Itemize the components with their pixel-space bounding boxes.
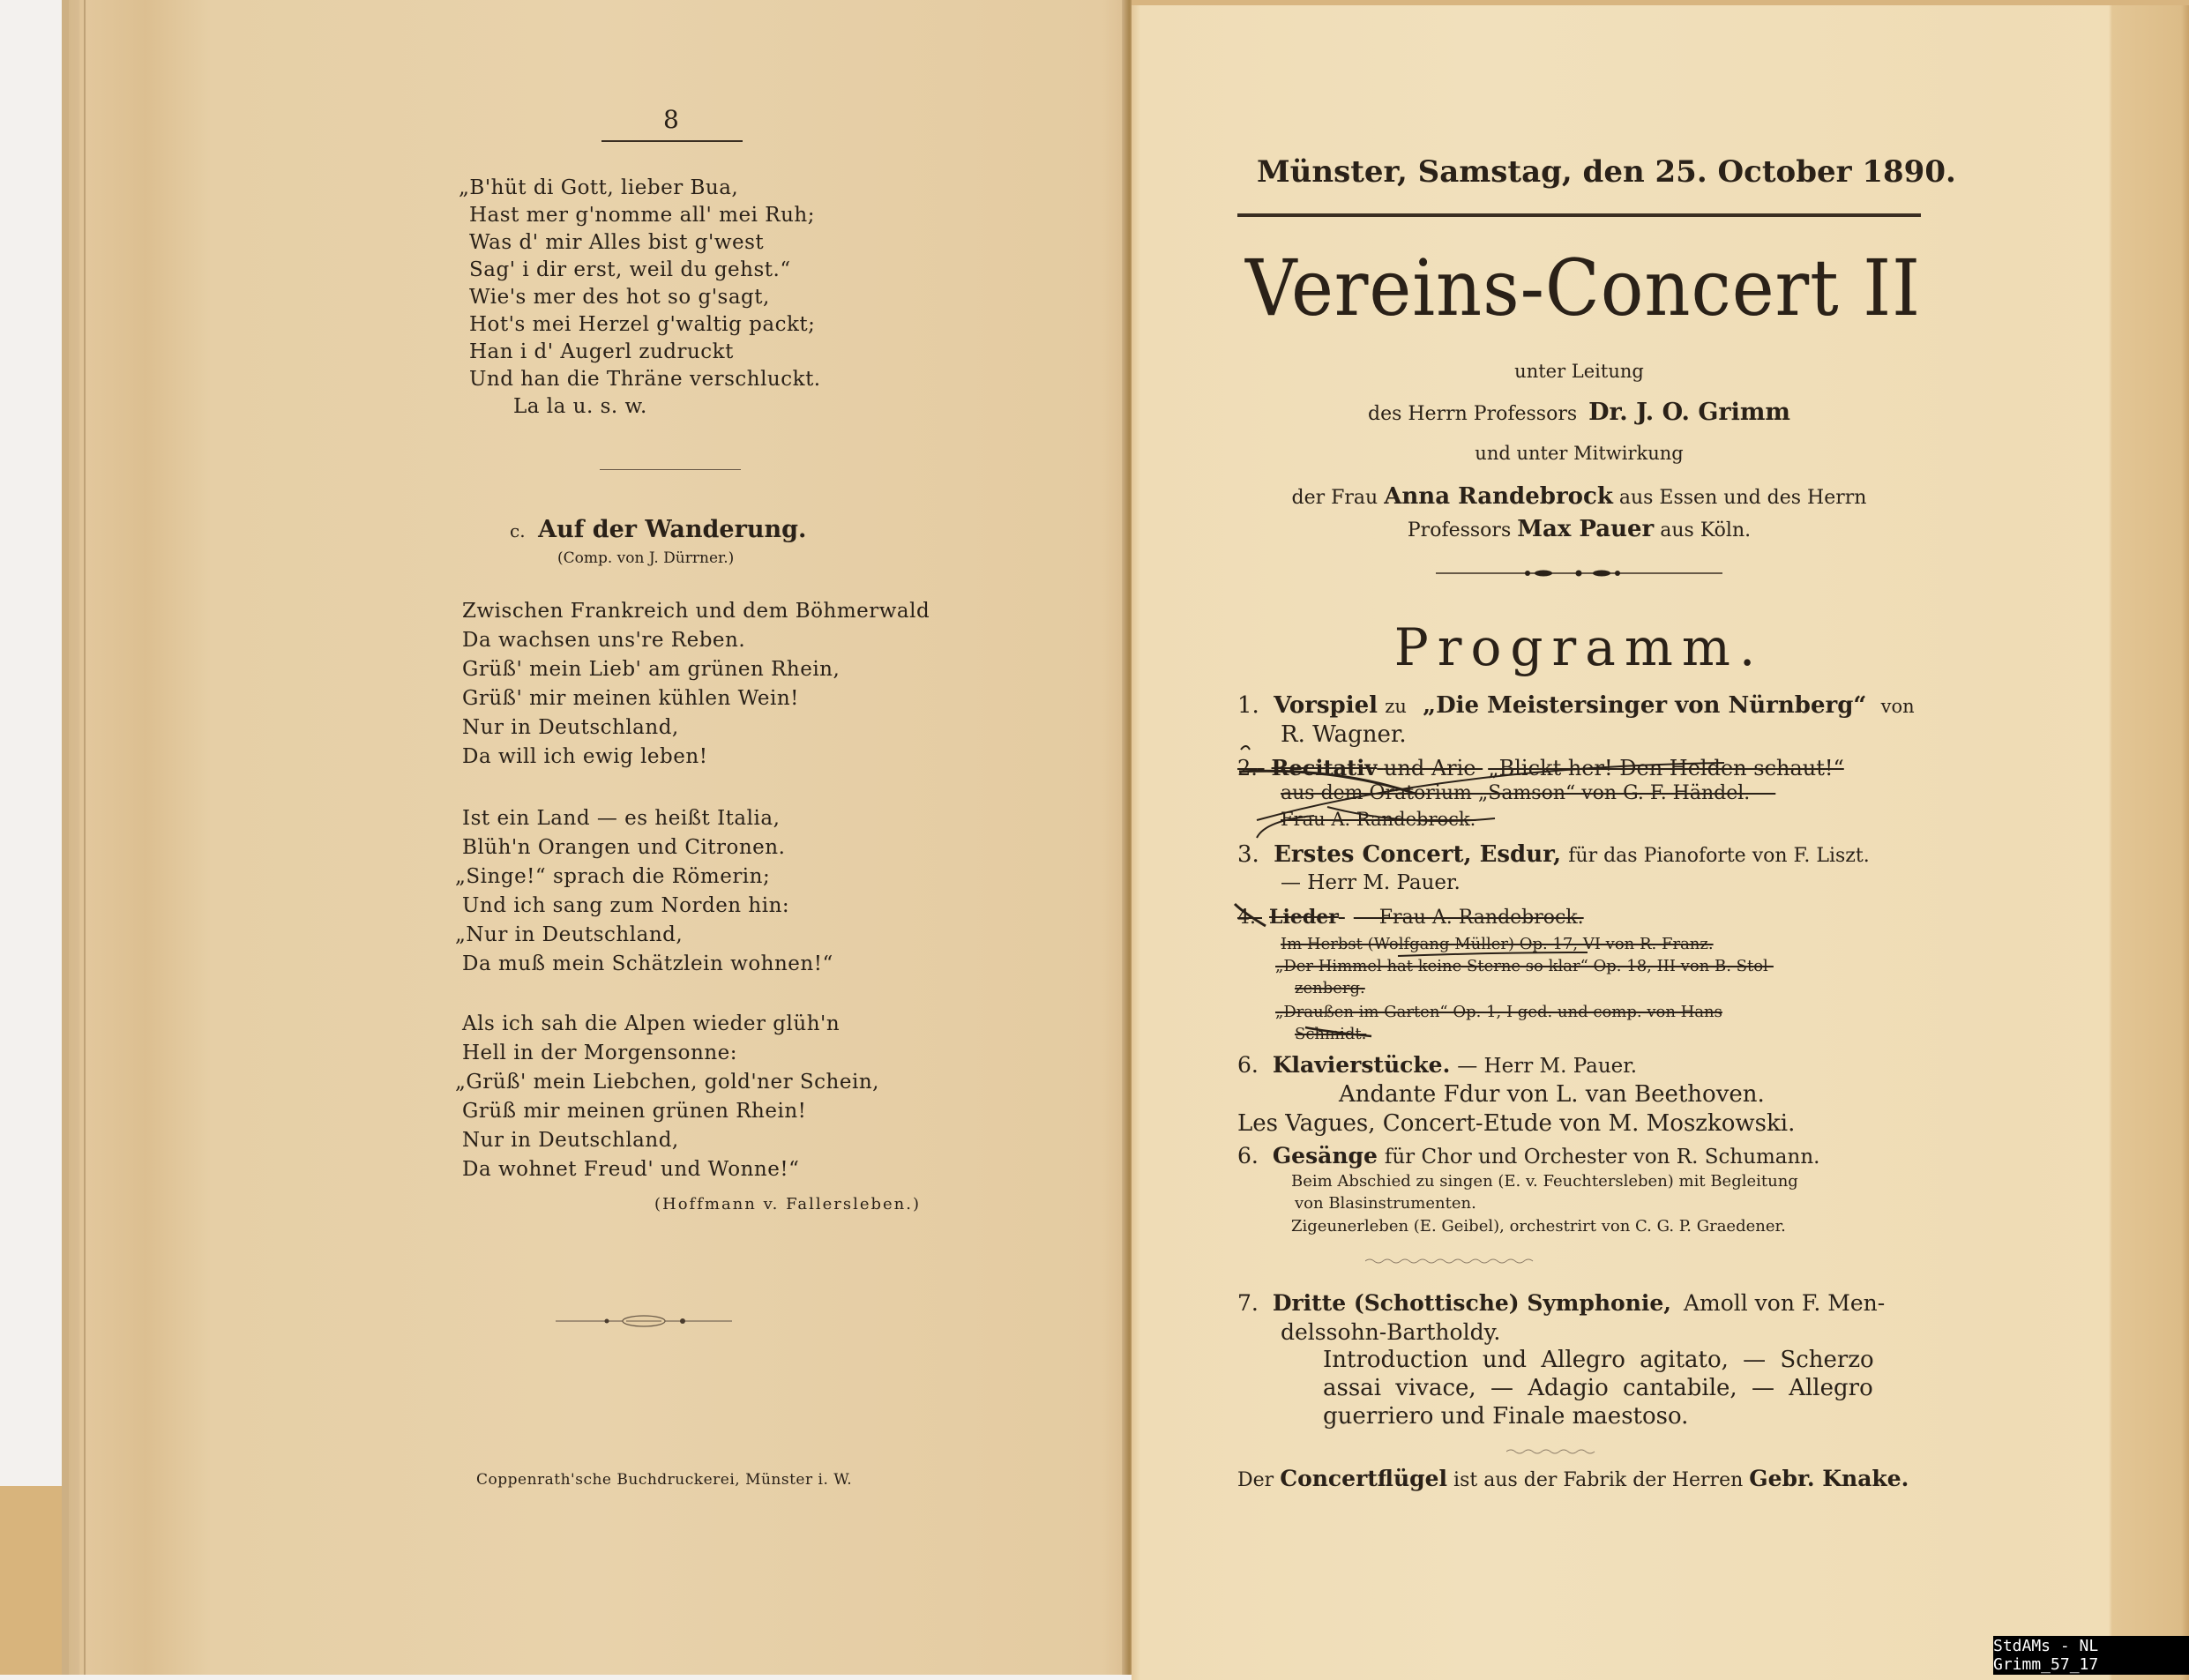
wavy-divider-small: [1506, 1448, 1603, 1455]
poem-line: Da will ich ewig leben!: [462, 745, 708, 768]
item-number: 4.: [1237, 907, 1256, 929]
program-item-3-line-2: — Herr M. Pauer.: [1281, 871, 1461, 894]
dateline-rule: [1237, 213, 1921, 217]
poem-line: Da muß mein Schätzlein wohnen!“: [462, 952, 833, 975]
poem-line: Grüß' mein Lieb' am grünen Rhein,: [462, 658, 840, 681]
page-number-rule: [601, 140, 743, 142]
item-title: Klavierstücke.: [1272, 1052, 1451, 1078]
program-item-5-piece-2: Les Vagues, Concert-Etude von M. Moszkowski.: [1237, 1110, 1796, 1137]
text: — Frau A. Randebrock.: [1353, 907, 1584, 929]
text: Der: [1237, 1469, 1274, 1491]
poem-stanza-2: [455, 807, 833, 982]
poem-line: Hot's mei Herzel g'waltig packt;: [469, 313, 816, 336]
poem-line: „B'hüt di Gott, lieber Bua,: [459, 176, 739, 199]
poem-line: Da wachsen uns're Reben.: [462, 629, 746, 652]
section-c-composer: (Comp. von J. Dürrner.): [557, 549, 735, 567]
item-number: 2.: [1237, 756, 1258, 780]
program-item-4-song-1: Im Herbst (Wolfgang Müller) Op. 17, VI von R. Franz.: [1281, 935, 1714, 953]
program-item-5-piece-1: Andante Fdur von L. van Beethoven.: [1339, 1081, 1765, 1108]
program-item-6-song-1b: von Blasinstrumenten.: [1295, 1194, 1476, 1213]
concertfluegel: Concertflügel: [1280, 1466, 1448, 1491]
text: Amoll von F. Men-: [1683, 1290, 1886, 1316]
program-item-4-song-3: „Draußen im Garten“ Op. 1, I ged. und comp. von Hans: [1275, 1003, 1722, 1021]
program-item-7: [1237, 1290, 1885, 1316]
mitwirkung-line: und unter Mitwirkung: [1475, 443, 1684, 464]
program-item-4-song-2: „Der Himmel hat keine Sterne so klar“ Op. 18, III von B. Stol-: [1275, 957, 1774, 975]
item-number: 3.: [1237, 841, 1259, 868]
program-item-4-song-3b: Schmidt.: [1295, 1025, 1367, 1043]
poem-line: Als ich sah die Alpen wieder glüh'n: [462, 1012, 840, 1035]
program-item-6-song-2: Zigeunerleben (E. Geibel), orchestrirt von C. G. P. Graedener.: [1291, 1217, 1786, 1236]
text: von: [1880, 696, 1915, 717]
text: der Frau: [1291, 487, 1378, 509]
poem-line: Nur in Deutschland,: [462, 1129, 679, 1152]
handwritten-strike-marks: [1230, 732, 1936, 1049]
poem-line: Han i d' Augerl zudruckt: [469, 340, 734, 363]
grimm-prefix: des Herrn Professors: [1367, 403, 1578, 425]
program-item-6-song-1: Beim Abschied zu singen (E. v. Feuchtersleben) mit Begleitung: [1291, 1172, 1798, 1191]
item-title: Recitativ: [1271, 755, 1378, 780]
poem-line: Grüß' mir meinen kühlen Wein!: [462, 687, 799, 710]
leitung-line: unter Leitung: [1514, 361, 1644, 382]
text: ist aus der Fabrik der Herren: [1453, 1469, 1744, 1491]
work-title: „Die Meistersinger von Nürnberg“: [1423, 692, 1867, 719]
poem-line: Da wohnet Freud' und Wonne!“: [462, 1158, 800, 1181]
piano-footer: [1237, 1466, 1909, 1491]
text: Professors: [1407, 519, 1512, 541]
soloist-pauer: Max Pauer: [1517, 516, 1655, 542]
poem-line: Und han die Thräne verschluckt.: [469, 368, 821, 391]
soloist-randebrock: Anna Randebrock: [1384, 483, 1613, 510]
poem-line: La la u. s. w.: [513, 395, 647, 418]
soloist-line-1: [1237, 483, 1921, 510]
item-title: Lieder: [1269, 906, 1339, 929]
poem-line: Sag' i dir erst, weil du gehst.“: [469, 258, 791, 281]
grimm-line: [1237, 399, 1921, 426]
item-title: Erstes Concert, Esdur,: [1274, 841, 1561, 868]
item-number: 6.: [1237, 1052, 1259, 1078]
page-number: 8: [663, 105, 679, 134]
soloist-line-2: [1237, 516, 1921, 542]
poem-line: „Singe!“ sprach die Römerin;: [455, 865, 771, 888]
conductor-name: Dr. J. O. Grimm: [1588, 399, 1790, 426]
poem-line: Und ich sang zum Norden hin:: [462, 894, 790, 917]
poem-stanza-b: [459, 176, 821, 422]
program-item-2-line-2: aus dem Oratorium „Samson“ von G. F. Händel. —: [1281, 782, 1776, 804]
poem-line: „Grüß' mein Liebchen, gold'ner Schein,: [455, 1071, 879, 1094]
program-item-4-song-2b: zenberg.: [1295, 979, 1365, 997]
archive-stamp: StdAMs - NL Grimm_57_17: [1993, 1636, 2189, 1675]
poem-stanza-1: [462, 600, 930, 774]
program-item-2-line-3: Frau A. Randebrock.: [1281, 809, 1476, 830]
text: aus Essen und des Herrn: [1618, 487, 1867, 509]
poem-line: Blüh'n Orangen und Citronen.: [462, 836, 786, 859]
text: für Chor und Orchester von R. Schumann.: [1384, 1146, 1820, 1169]
section-c-title: Auf der Wanderung.: [538, 516, 807, 543]
ornament-rule: [1436, 566, 1727, 580]
item-title: Gesänge: [1272, 1143, 1378, 1169]
poem-line: Hast mer g'nomme all' mei Ruh;: [469, 204, 815, 227]
poem-line: Wie's mer des hot so g'sagt,: [469, 286, 770, 309]
item-number: 6.: [1237, 1143, 1259, 1169]
wavy-divider: [1365, 1258, 1542, 1265]
piano-maker: Gebr. Knake.: [1749, 1466, 1909, 1491]
program-item-6: [1237, 1143, 1819, 1169]
poem-line: Hell in der Morgensonne:: [462, 1042, 737, 1064]
program-item-7-movements-2: assai vivace, — Adagio cantabile, — Allegro: [1323, 1375, 1873, 1401]
dateline: Münster, Samstag, den 25. October 1890.: [1257, 154, 1956, 190]
text: zu: [1385, 696, 1407, 717]
program-item-1-line-2: R. Wagner.: [1281, 721, 1407, 748]
underlying-paper-scrap: [0, 1486, 62, 1675]
printer-imprint: Coppenrath'sche Buchdruckerei, Münster i. W.: [476, 1471, 853, 1489]
poem-line: Was d' mir Alles bist g'west: [469, 231, 765, 254]
ornament-divider: [556, 1310, 741, 1332]
text: — Herr M. Pauer.: [1457, 1055, 1638, 1078]
program-item-5: [1237, 1052, 1637, 1078]
item-title: Vorspiel: [1274, 692, 1378, 719]
concert-title: Vereins-Concert II: [1245, 243, 1922, 333]
program-item-7-movements-1: Introduction und Allegro agitato, — Scherzo: [1323, 1347, 1874, 1373]
text: für das Pianoforte von F. Liszt.: [1568, 845, 1870, 867]
section-c-heading: [510, 518, 806, 541]
item-number: 7.: [1237, 1290, 1259, 1316]
text: aus Köln.: [1660, 519, 1752, 541]
programm-heading: Programm.: [1393, 617, 1765, 677]
section-c-letter: c.: [510, 520, 526, 541]
poem-line: Zwischen Frankreich und dem Böhmerwald: [462, 600, 930, 623]
section-divider: [600, 469, 741, 470]
poem-line: Ist ein Land — es heißt Italia,: [462, 807, 781, 830]
text: und Arie: [1383, 756, 1476, 780]
program-item-7-line-2: delssohn-Bartholdy.: [1281, 1319, 1501, 1345]
text: „Blickt her! Den Helden schaut!“: [1488, 756, 1844, 780]
poem-line: Nur in Deutschland,: [462, 716, 679, 739]
program-item-7-movements-3: guerriero und Finale maestoso.: [1323, 1403, 1689, 1430]
poem-stanza-3: [455, 1012, 879, 1187]
item-number: 1.: [1237, 692, 1259, 719]
poem-line: Grüß mir meinen grünen Rhein!: [462, 1100, 807, 1123]
poem-author: (Hoffmann v. Fallersleben.): [654, 1195, 921, 1213]
program-item-1: [1237, 692, 1915, 719]
poem-line: „Nur in Deutschland,: [455, 923, 684, 946]
item-title: Dritte (Schottische) Symphonie,: [1272, 1290, 1671, 1316]
